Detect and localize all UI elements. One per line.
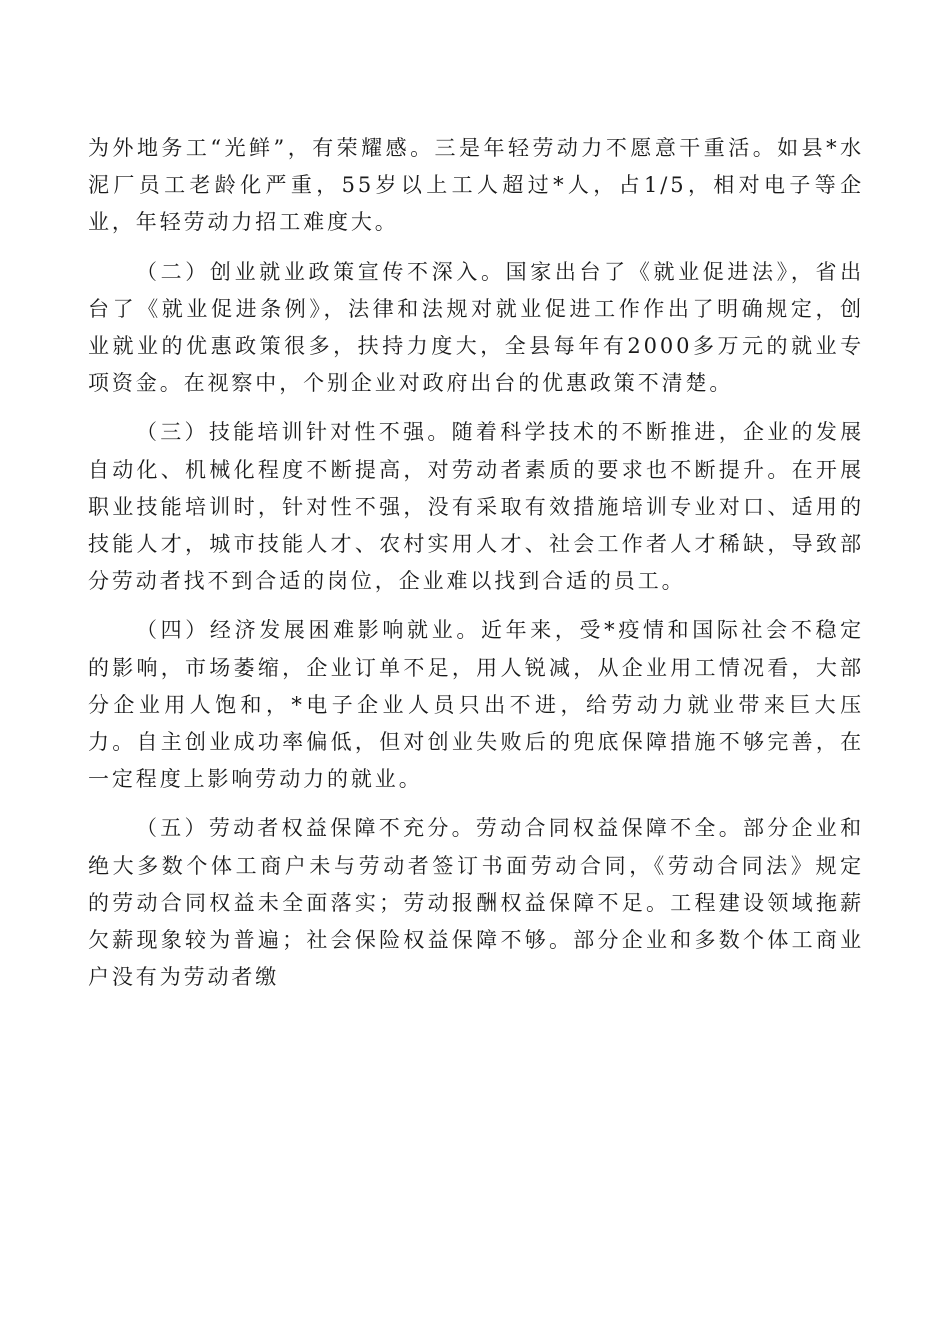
- paragraph-gap: [88, 798, 864, 810]
- paragraph-section-2: （二）创业就业政策宣传不深入。国家出台了《就业促进法》，省出台了《就业促进条例》，法律和法规对就业促进工作作出了明确规定，创业就业的优惠政策很多，扶持力度大，全县每年有2000多万元的就业专项资金。在视察中，个别企业对政府出台的优惠政策不清楚。: [88, 259, 864, 396]
- document-body: [88, 130, 864, 996]
- paragraph-continuation: 为外地务工“光鲜”，有荣耀感。三是年轻劳动力不愿意干重活。如县*水泥厂员工老龄化严重，55岁以上工人超过*人，占1/5，相对电子等企业，年轻劳动力招工难度大。: [88, 136, 864, 235]
- paragraph-section-3: （三）技能培训针对性不强。随着科学技术的不断推进，企业的发展自动化、机械化程度不断提高，对劳动者素质的要求也不断提升。在开展职业技能培训时，针对性不强，没有采取有效措施培训专业对口、适用的技能人才，城市技能人才、农村实用人才、社会工作者人才稀缺，导致部分劳动者找不到合适的岗位，企业难以找到合适的员工。: [88, 420, 864, 594]
- paragraph-gap: [88, 242, 864, 254]
- paragraph-gap: [88, 402, 864, 414]
- paragraph-section-5: （五）劳动者权益保障不充分。劳动合同权益保障不全。部分企业和绝大多数个体工商户未与劳动者签订书面劳动合同，《劳动合同法》规定的劳动合同权益未全面落实；劳动报酬权益保障不足。工程建设领域拖薪欠薪现象较为普遍；社会保险权益保障不够。部分企业和多数个体工商业户没有为劳动者缴: [88, 816, 864, 990]
- paragraph-section-4: （四）经济发展困难影响就业。近年来，受*疫情和国际社会不稳定的影响，市场萎缩，企业订单不足，用人锐减，从企业用工情况看，大部分企业用人饱和，*电子企业人员只出不进，给劳动力就业带来巨大压力。自主创业成功率偏低，但对创业失败后的兜底保障措施不够完善，在一定程度上影响劳动力的就业。: [88, 618, 864, 792]
- paragraph-gap: [88, 600, 864, 612]
